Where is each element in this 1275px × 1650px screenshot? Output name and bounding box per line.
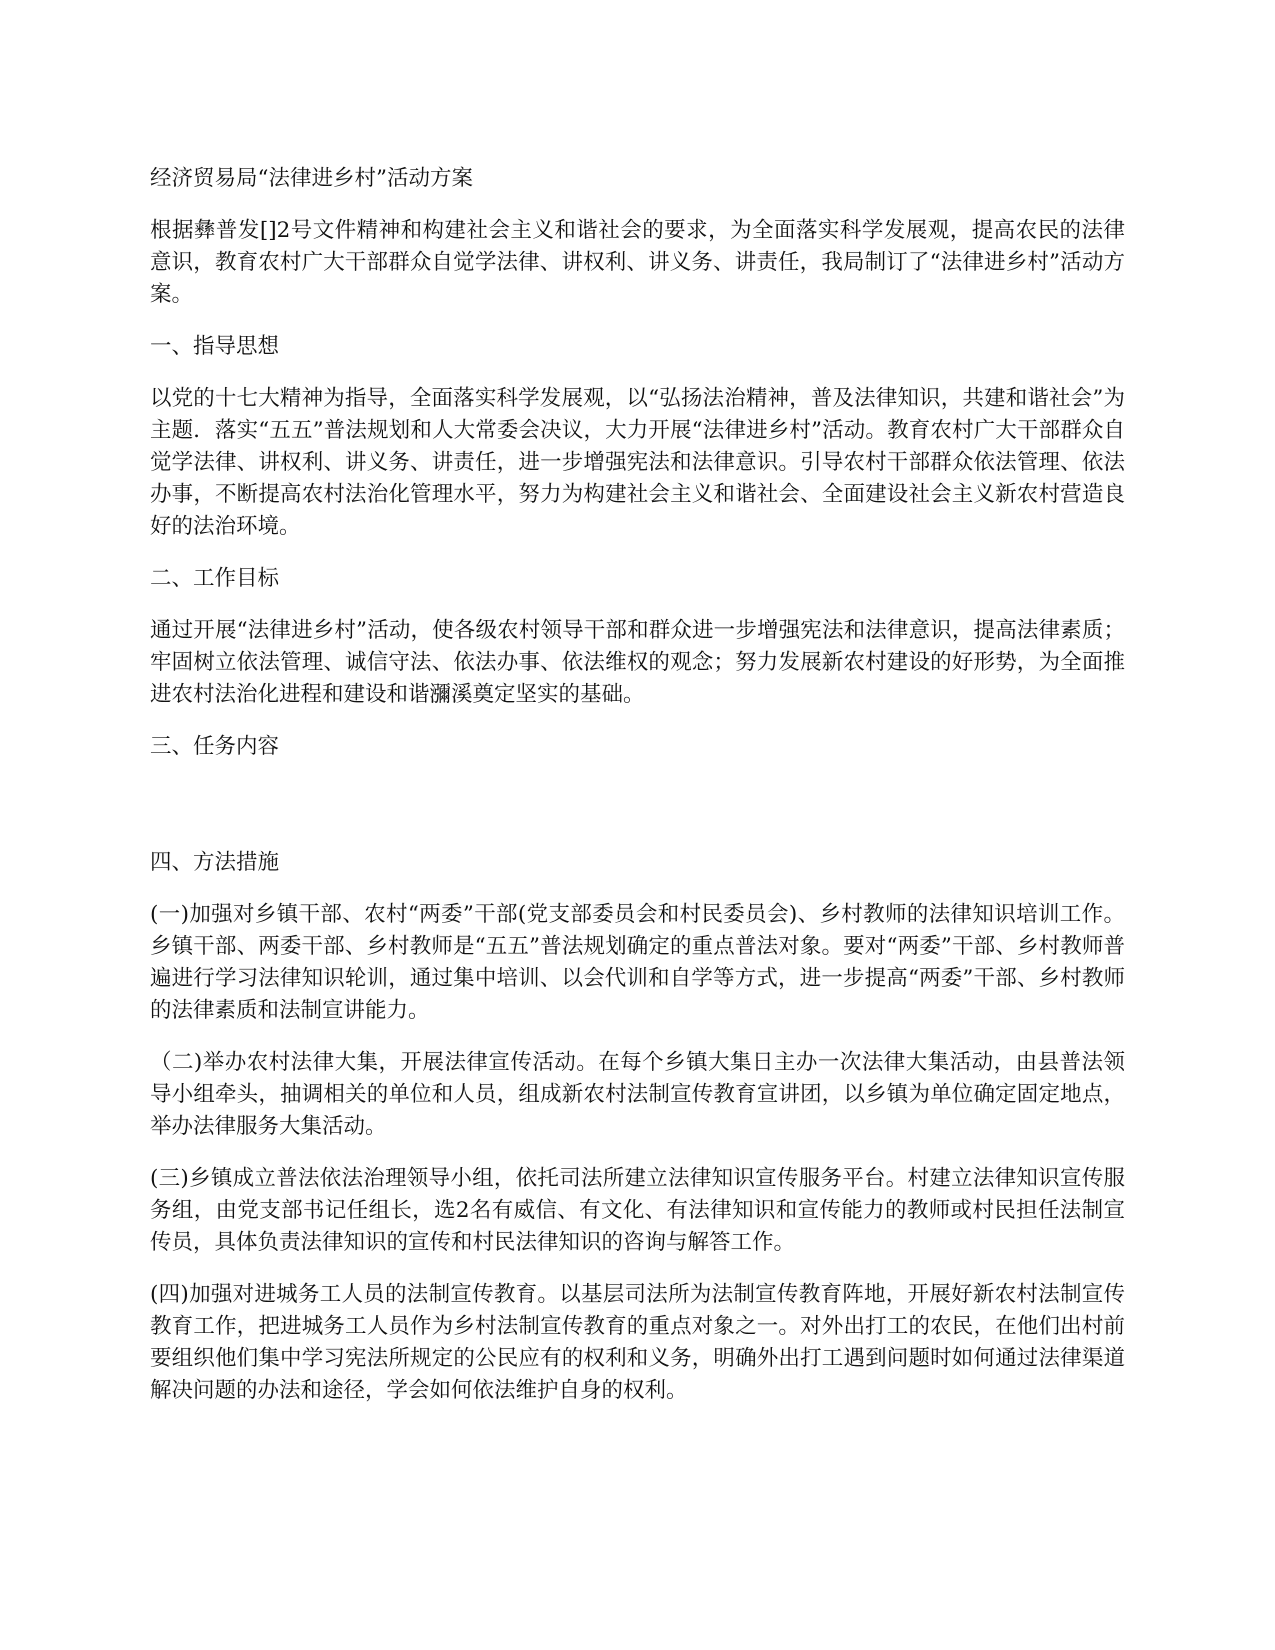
section-heading-task-content: 三、任务内容 xyxy=(150,734,280,759)
section-body-guiding-ideology: 以党的十七大精神为指导，全面落实科学发展观，以“弘扬法治精神，普及法律知识，共建和谐社会”为主题．落实“五五”普法规划和人大常委会决议，大力开展“法律进乡村”活动。教育农村广大干部群众自觉学法律、讲权利、讲义务、讲责任，进一步增强宪法和法律意识。引导农村干部群众依法管理、依法办事，不断提高农村法治化管理水平，努力为构建社会主义和谐社会、全面建设社会主义新农村营造良好的法治环境。 xyxy=(150,386,1125,539)
measure-paragraph-4: (四)加强对进城务工人员的法制宣传教育。以基层司法所为法制宣传教育阵地，开展好新农村法制宣传教育工作，把进城务工人员作为乡村法制宣传教育的重点对象之一。对外出打工的农民，在他们出村前要组织他们集中学习宪法所规定的公民应有的权利和义务，明确外出打工遇到问题时如何通过法律渠道解决问题的办法和途径，学会如何依法维护自身的权利。 xyxy=(150,1282,1125,1403)
measure-paragraph-3: (三)乡镇成立普法依法治理领导小组，依托司法所建立法律知识宣传服务平台。村建立法律知识宣传服务组，由党支部书记任组长，选2名有威信、有文化、有法律知识和宣传能力的教师或村民担任法制宣传员，具体负责法律知识的宣传和村民法律知识的咨询与解答工作。 xyxy=(150,1166,1125,1255)
section-heading-methods: 四、方法措施 xyxy=(150,850,280,875)
section-heading-guiding-ideology: 一、指导思想 xyxy=(150,334,280,359)
measure-paragraph-2: （二)举办农村法律大集，开展法律宣传活动。在每个乡镇大集日主办一次法律大集活动，由县普法领导小组牵头，抽调相关的单位和人员，组成新农村法制宣传教育宣讲团，以乡镇为单位确定固定地点，举办法律服务大集活动。 xyxy=(150,1050,1125,1139)
intro-paragraph: 根据彝普发[]2号文件精神和构建社会主义和谐社会的要求，为全面落实科学发展观，提高农民的法律意识，教育农村广大干部群众自觉学法律、讲权利、讲义务、讲责任，我局制订了“法律进乡村”活动方案。 xyxy=(150,218,1125,307)
document-body xyxy=(150,163,1125,1427)
document-title: 经济贸易局“法律进乡村”活动方案 xyxy=(150,166,473,191)
measure-paragraph-1: (一)加强对乡镇干部、农村“两委”干部(党支部委员会和村民委员会)、乡村教师的法律知识培训工作。乡镇干部、两委干部、乡村教师是“五五”普法规划确定的重点普法对象。要对“两委”干部、乡村教师普遍进行学习法律知识轮训，通过集中培训、以会代训和自学等方式，进一步提高“两委”干部、乡村教师的法律素质和法制宣讲能力。 xyxy=(150,902,1125,1023)
section-body-work-goals: 通过开展“法律进乡村”活动，使各级农村领导干部和群众进一步增强宪法和法律意识，提高法律素质；牢固树立依法管理、诚信守法、依法办事、依法维权的观念；努力发展新农村建设的好形势，为全面推进农村法治化进程和建设和谐瀰溪奠定坚实的基础。 xyxy=(150,618,1125,707)
section-heading-work-goals: 二、工作目标 xyxy=(150,566,280,591)
